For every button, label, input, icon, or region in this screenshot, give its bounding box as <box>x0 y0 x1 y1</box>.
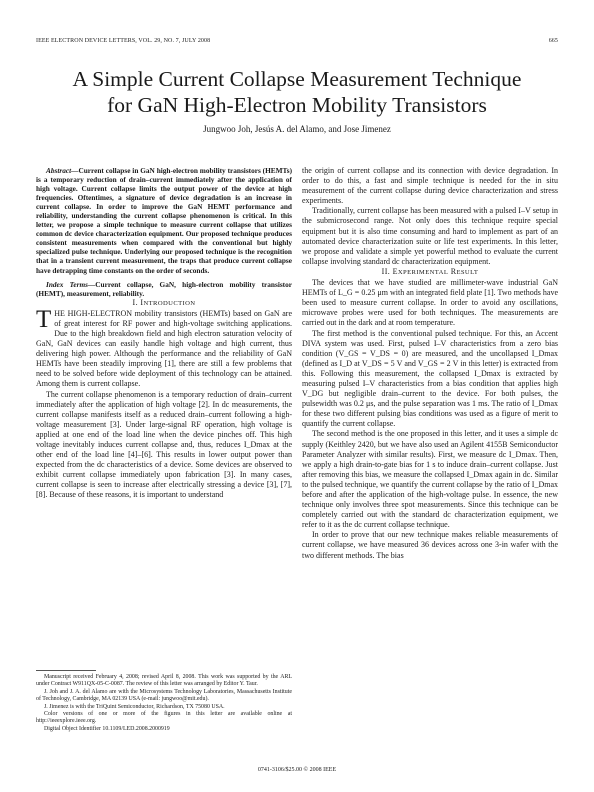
paragraph-second-method: The second method is the one proposed in this letter, and it uses a simple dc supply (Keithley 2420, but we have also used an Agilent 4155B Semiconductor Parameter Analyzer with similar results). First, we measure dc I_Dmax. Then, we apply a high drain-to-gate bias for 1 s to induce drain–current collapse. Just after removing this bias, we measure the collapsed I_Dmax again in dc. Similar to the pulsed technique, we quantify the current collapse by the ratio of I_Dmax before and after the application of the high-voltage pulse. In essence, the new technique only involves three spot measurements. Since this technique can be completely carried out with the standard dc characterization equipment, we refer to it as the dc current collapse technique. <box>302 429 558 530</box>
footnotes <box>36 674 292 733</box>
index-terms-text: —Current collapse, GaN, high-electron mobility transistor (HEMT), measurement, reliability. <box>36 279 293 298</box>
right-column <box>302 166 558 561</box>
page-number: 665 <box>548 38 558 44</box>
intro-paragraph-1 <box>36 305 292 390</box>
section-numeral: I. <box>132 297 138 307</box>
paragraph-first-method: The first method is the conventional pulsed technique. For this, an Accent DIVA system was used. First, pulsed I–V characteristics from a zero bias condition (V_GS = V_DS = 0) are measured, and the uncollapsed I_Dmax (defined as I_D at V_DS = 5 V and V_GS = 2 V in this letter) is extracted from this. Following this measurement, the collapsed I_Dmax is extracted by measuring pulsed I–V characteristics from a bias condition that applies high V_DG but negligible drain–current to the device. For both pulses, the pulsewidth was 0.2 μs, and the pulse separation was 1 ms. The ratio of I_Dmax for these two different pulsing bias conditions was used as a figure of merit to quantify the current collapse. <box>302 328 558 429</box>
abstract-text: —Current collapse in GaN high-electron mobility transistors (HEMTs) is a temporary reduction of drain–current immediately after the application of high voltage. Current collapse limits the output power of the device at high frequencies. Oftentimes, a signature of device degradation is an increase in current collapse. In order to improve the GaN HEMT performance and reliability, understanding the current collapse phenomenon is critical. In this letter, we propose a simple technique to measure current collapse that utilizes common dc device characterization equipment. Our proposed technique produces consistent measurements when compared with the conventional but highly specialized pulse technique. Underlying our proposed technique is the recognition that in a transient current measurement, the traps that produce current collapse have detrapping time constants on the order of seconds. <box>36 166 292 275</box>
intro-paragraph-1-text: HE HIGH-ELECTRON mobility transistors (HEMTs) based on GaN are of great interest for RF power and high-voltage switching applications. Due to the high breakdown field and high electron saturation velocity of GaN, GaN devices can easily handle high voltage and high current, thus delivering high power. Although the performance and the reliability of GaN HEMTs have been steadily improving [1], there are still a few problems that need to be solved before wide deployment of this technology can be attained. Among them is current collapse. <box>36 308 292 389</box>
paragraph-traditional: Traditionally, current collapse has been measured with a pulsed I–V setup in the submicrosecond range. Not only does this technique require special equipment but it is also time consuming and hard to implement as part of an automated device characterization suite or life test experiments. In this letter, we propose and validate a simple yet powerful method to evaluate the current collapse involving standard dc characterization equipment. <box>302 206 558 266</box>
drop-cap: T <box>36 305 52 333</box>
section-heading-introduction <box>36 298 292 309</box>
paragraph-proof: In order to prove that our new technique makes reliable measurements of current collapse, we have measured 36 devices across one 3-in wafer with the two different methods. The bias <box>302 530 558 560</box>
abstract <box>36 166 292 275</box>
section-title-rest: XPERIMENTAL <box>397 268 449 276</box>
authors: Jungwoo Joh, Jesús A. del Alamo, and Jose Jimenez <box>203 124 391 134</box>
copyright-line: 0741-3106/$25.00 © 2008 IEEE <box>257 767 337 773</box>
footnote-affiliation-mit: J. Joh and J. A. del Alamo are with the Microsystems Technology Laboratories, Massachusetts Institute of Technology, Cambridge, MA 02139 USA (e-mail: jungwoo@mit.edu). <box>36 688 292 703</box>
section-title-rest: NTRODUCTION <box>143 299 196 307</box>
paragraph-devices: The devices that we have studied are millimeter-wave industrial GaN HEMTs of L_G = 0.25 μm with an integrated field plate [1]. Two methods have been used to measure current collapse. In order to avoid any oscillations, microwave probes were used for both techniques. The measurements are carried out in the dark and at room temperature. <box>302 278 558 328</box>
journal-header: IEEE ELECTRON DEVICE LETTERS, VOL. 29, NO. 7, JULY 2008 <box>36 38 211 44</box>
paragraph-continuation: the origin of current collapse and its connection with device degradation. In order to do this, a fast and simple technique is needed for the in situ measurement of the current collapse during device characterization and stress experiments. <box>302 166 558 206</box>
section-numeral: II. <box>381 266 391 276</box>
paper-title <box>20 66 574 118</box>
footnote-affiliation-triquint: J. Jimenez is with the TriQuint Semiconductor, Richardson, TX 75080 USA. <box>44 703 225 710</box>
intro-paragraph-2: The current collapse phenomenon is a temporary reduction of drain–current immediately after the application of high voltage [2]. In dc measurements, the current collapse manifests itself as a reduced drain–current following a high-voltage measurement [3]. Under large-signal RF operation, high voltage is applied at one end of the load line when the device pinches off. This high voltage inevitably induces current collapse and, thus, reduces I_Dmax at the other end of the load line [4]–[6]. This results in lower output power than expected from the dc characteristics of a device. Some devices are observed to exhibit current collapse immediately upon fabrication [3]. In many cases, current collapse is seen to increase after electrically stressing a device [3], [7], [8]. Because of these reasons, it is important to understand <box>36 389 292 500</box>
index-terms-label: Index Terms <box>46 279 88 289</box>
section-title-initial: I <box>140 297 144 307</box>
title-line-2: for GaN High-Electron Mobility Transistors <box>107 93 487 117</box>
footnote-manuscript: Manuscript received February 4, 2008; revised April 8, 2008. This work was supported by the ARL under Contract W911QX-05-C-0087. The review of this letter was arranged by Editor Y. Taur. <box>36 674 292 688</box>
index-terms <box>36 280 292 298</box>
running-head <box>36 38 558 48</box>
footnote-color-versions: Color versions of one or more of the figures in this letter are available online at http://ieeexplore.ieee.org. <box>36 711 292 725</box>
title-line-1: A Simple Current Collapse Measurement Technique <box>72 67 522 91</box>
footnote-rule <box>36 670 96 671</box>
abstract-label: Abstract <box>46 166 72 175</box>
section-title-initial: E <box>392 266 398 276</box>
section-title-rest: ESULT <box>456 268 479 276</box>
section-heading-experimental <box>302 267 558 278</box>
left-column <box>36 166 292 501</box>
footnote-doi: Digital Object Identifier 10.1109/LED.2008.2000919 <box>44 725 170 732</box>
section-title-initial: R <box>450 266 457 276</box>
